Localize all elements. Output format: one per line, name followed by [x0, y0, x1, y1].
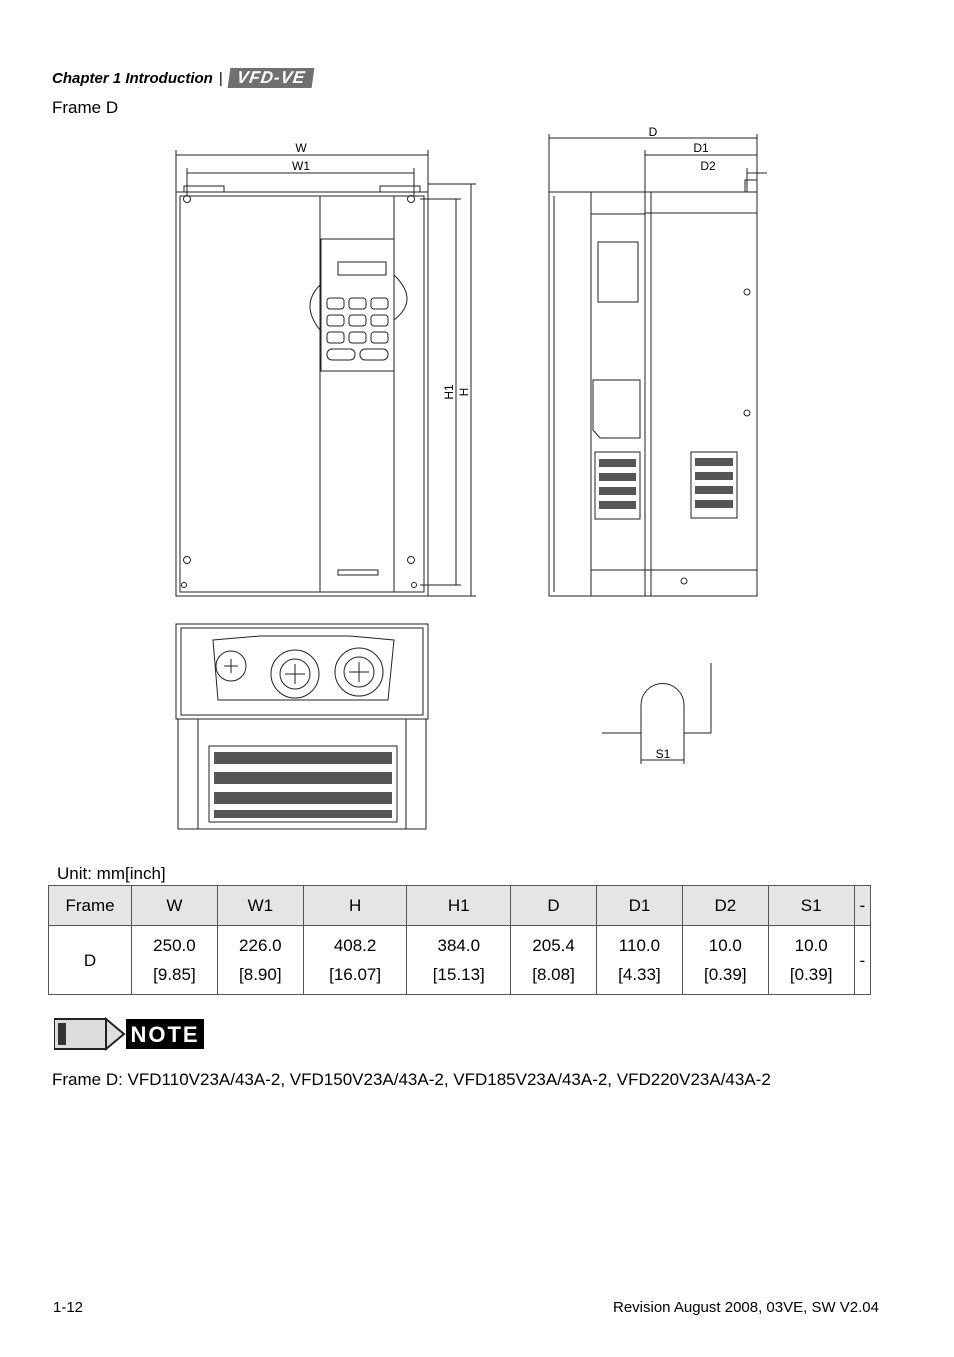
col-w: W — [132, 886, 218, 926]
note-text: Frame D: VFD110V23A/43A-2, VFD150V23A/43A-2, VFD185V23A/43A-2, VFD220V23A/43A-2 — [52, 1070, 771, 1089]
cell-d1: 110.0 [4.33] — [597, 926, 683, 995]
side-view — [549, 134, 767, 596]
pencil-note-icon — [54, 1017, 204, 1051]
frame-title: Frame D — [52, 98, 119, 117]
col-w1: W1 — [217, 886, 303, 926]
cell-w1: 226.0 [8.90] — [217, 926, 303, 995]
label-h1: H1 — [442, 384, 456, 400]
col-h: H — [303, 886, 407, 926]
col-s1: S1 — [768, 886, 854, 926]
chapter-title: Chapter 1 Introduction — [52, 69, 213, 87]
cell-d: 205.4 [8.08] — [511, 926, 597, 995]
cell-dash: - — [854, 926, 870, 995]
note-badge — [54, 1017, 204, 1051]
label-d1: D1 — [693, 141, 709, 155]
col-d: D — [511, 886, 597, 926]
col-h1: H1 — [407, 886, 511, 926]
note-label: NOTE — [130, 1022, 200, 1047]
vent-grilles — [214, 458, 733, 818]
cell-s1: 10.0 [0.39] — [768, 926, 854, 995]
vfd-ve-logo: VFD-VE — [227, 68, 314, 88]
label-w1: W1 — [292, 159, 310, 173]
col-d2: D2 — [682, 886, 768, 926]
front-view — [176, 150, 476, 596]
col-frame: Frame — [49, 886, 132, 926]
label-w: W — [295, 141, 307, 155]
table-header-row — [49, 886, 871, 926]
cell-frame: D — [49, 926, 132, 995]
dimensions-table — [48, 885, 871, 995]
col-dash: - — [854, 886, 870, 926]
label-d: D — [648, 125, 658, 139]
cell-d2: 10.0 [0.39] — [682, 926, 768, 995]
unit-label: Unit: mm[inch] — [57, 864, 166, 883]
cell-h1: 384.0 [15.13] — [407, 926, 511, 995]
revision-info: Revision August 2008, 03VE, SW V2.04 — [613, 1299, 879, 1316]
cell-w: 250.0 [9.85] — [132, 926, 218, 995]
cell-h: 408.2 [16.07] — [303, 926, 407, 995]
table-row — [49, 926, 871, 995]
col-d1: D1 — [597, 886, 683, 926]
label-s1: S1 — [655, 747, 671, 761]
label-d2: D2 — [700, 159, 716, 173]
label-h: H — [457, 387, 471, 397]
page-number: 1-12 — [53, 1299, 84, 1316]
header-separator: | — [218, 69, 223, 87]
